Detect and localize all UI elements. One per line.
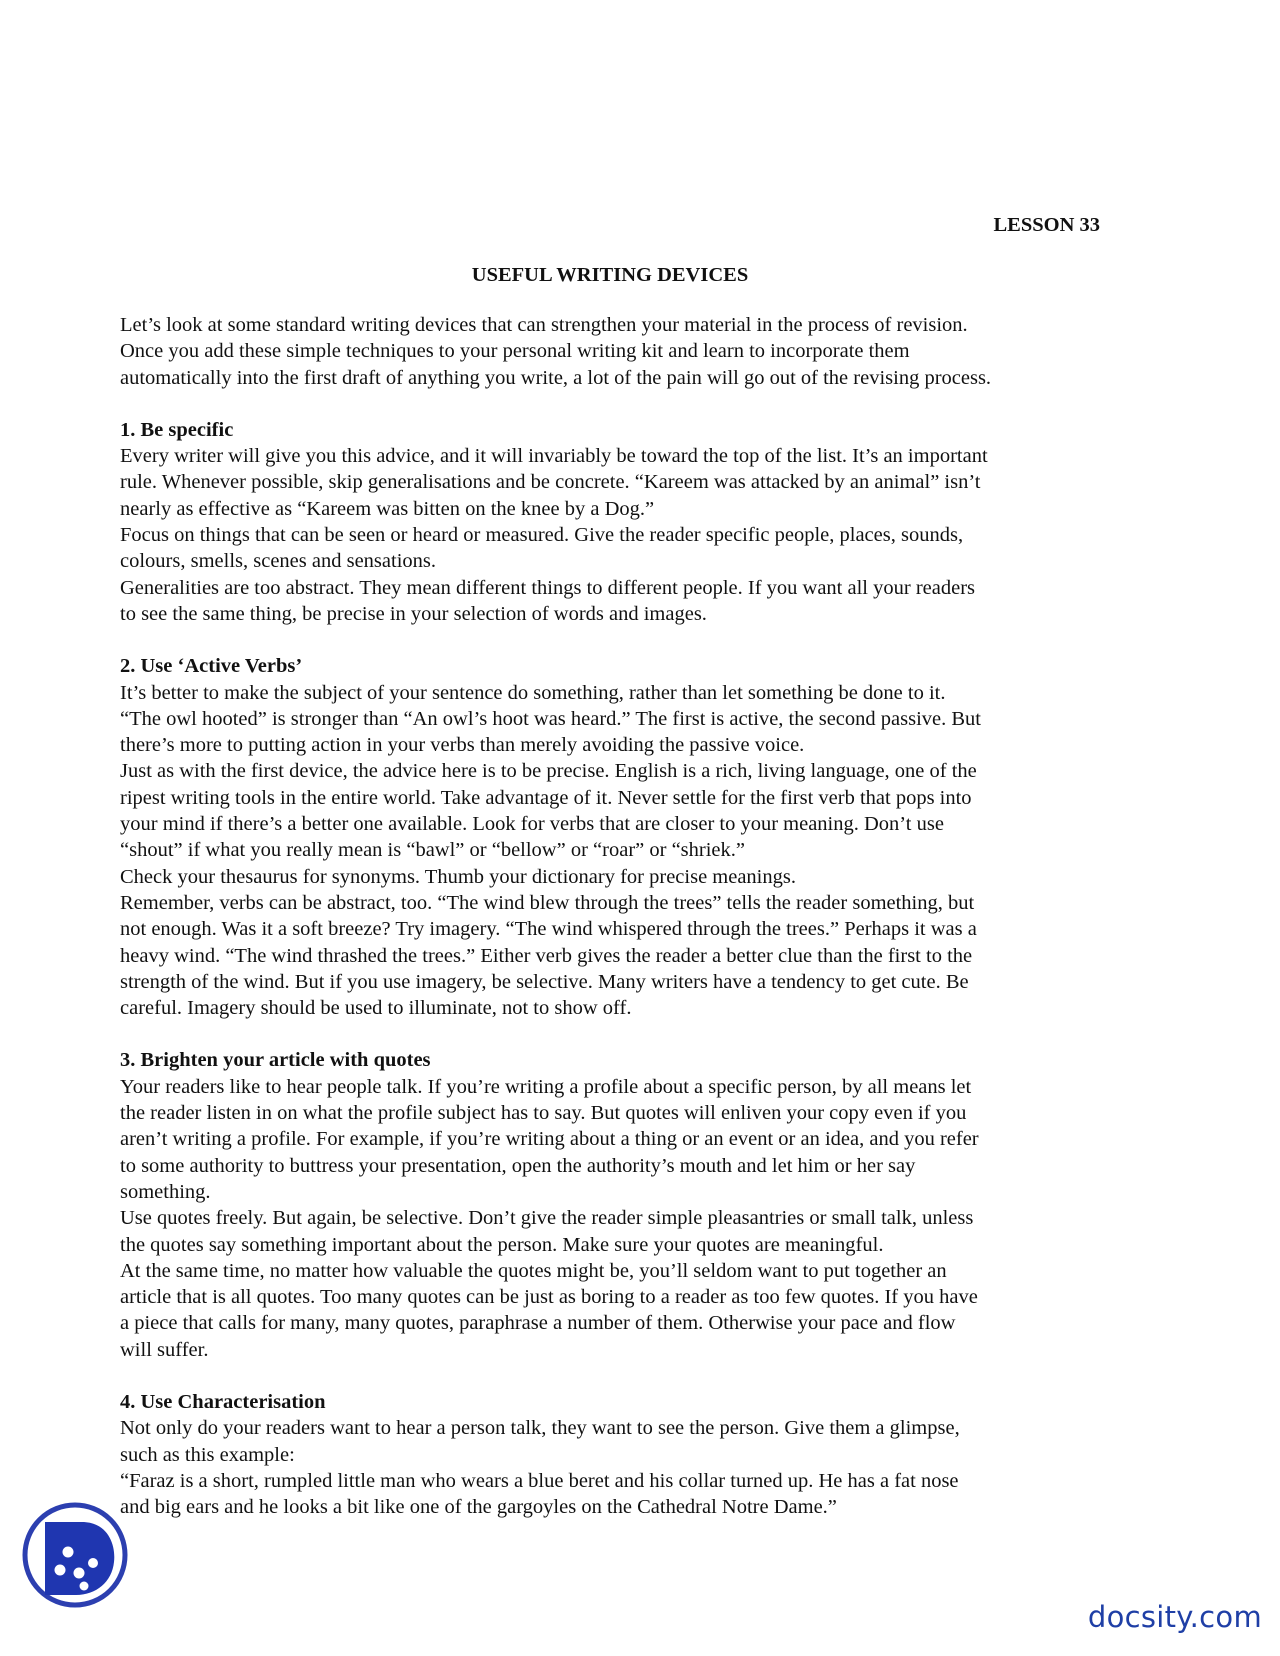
docsity-logo-graphic [20, 1500, 130, 1610]
text-line: article that is all quotes. Too many quotes can be just as boring to a reader as too few quotes. If you have [120, 1286, 978, 1309]
text-line: It’s better to make the subject of your sentence do something, rather than let something be done to it. [120, 681, 946, 704]
text-line: rule. Whenever possible, skip generalisations and be concrete. “Kareem was attacked by an animal” isn’t [120, 471, 981, 494]
section-heading: 2. Use ‘Active Verbs’ [120, 655, 303, 678]
section-body [120, 1074, 1110, 1363]
text-line: your mind if there’s a better one available. Look for verbs that are closer to your meaning. Don’t use [120, 813, 944, 836]
text-line: Use quotes freely. But again, be selective. Don’t give the reader simple pleasantries or small talk, unless [120, 1207, 974, 1230]
text-line: the quotes say something important about the person. Make sure your quotes are meaningful. [120, 1233, 884, 1256]
section-heading: 4. Use Characterisation [120, 1390, 326, 1413]
section-body [120, 443, 1110, 627]
text-line: strength of the wind. But if you use imagery, be selective. Many writers have a tendency to get cute. Be [120, 970, 969, 993]
text-line: aren’t writing a profile. For example, if you’re writing about a thing or an event or an idea, and you refer [120, 1128, 979, 1151]
text-line: and big ears and he looks a bit like one of the gargoyles on the Cathedral Notre Dame.” [120, 1496, 837, 1519]
section-characterisation [120, 1389, 1110, 1520]
text-line: automatically into the first draft of anything you write, a lot of the pain will go out of the revising process. [120, 366, 992, 389]
text-line: there’s more to putting action in your verbs than merely avoiding the passive voice. [120, 734, 805, 757]
text-line: to see the same thing, be precise in your selection of words and images. [120, 602, 707, 625]
section-body [120, 680, 1110, 1022]
text-line: Not only do your readers want to hear a person talk, they want to see the person. Give them a glimpse, [120, 1417, 960, 1440]
text-line: not enough. Was it a soft breeze? Try imagery. “The wind whispered through the trees.” Perhaps it was a [120, 918, 977, 941]
text-line: something. [120, 1180, 211, 1203]
section-quotes [120, 1047, 1110, 1363]
text-line: “Faraz is a short, rumpled little man who wears a blue beret and his collar turned up. He has a fat nose [120, 1469, 959, 1492]
text-line: careful. Imagery should be used to illuminate, not to show off. [120, 997, 632, 1020]
text-line: to some authority to buttress your presentation, open the authority’s mouth and let him or her say [120, 1154, 916, 1177]
text-line: a piece that calls for many, many quotes, paraphrase a number of them. Otherwise your pace and flow [120, 1312, 956, 1335]
text-line: the reader listen in on what the profile subject has to say. But quotes will enliven your copy even if you [120, 1102, 967, 1125]
text-line: will suffer. [120, 1338, 209, 1361]
text-line: “shout” if what you really mean is “bawl” or “bellow” or “roar” or “shriek.” [120, 839, 745, 862]
text-line: nearly as effective as “Kareem was bitten on the knee by a Dog.” [120, 497, 655, 520]
text-line: Focus on things that can be seen or heard or measured. Give the reader specific people, places, sounds, [120, 524, 964, 547]
text-line: Remember, verbs can be abstract, too. “The wind blew through the trees” tells the reader something, but [120, 891, 975, 914]
lesson-number: LESSON 33 [993, 214, 1100, 236]
text-line: such as this example: [120, 1443, 295, 1466]
section-be-specific [120, 417, 1110, 627]
text-line: Just as with the first device, the advice here is to be precise. English is a rich, living language, one of the [120, 760, 977, 783]
text-line: Check your thesaurus for synonyms. Thumb your dictionary for precise meanings. [120, 865, 796, 888]
document-title: USEFUL WRITING DEVICES [471, 264, 749, 286]
text-line: heavy wind. “The wind thrashed the trees.” Either verb gives the reader a better clue than the first to the [120, 944, 973, 967]
docsity-logo-icon[interactable] [20, 1500, 130, 1610]
section-heading: 3. Brighten your article with quotes [120, 1049, 431, 1072]
text-line: “The owl hooted” is stronger than “An owl’s hoot was heard.” The first is active, the second passive. But [120, 707, 981, 730]
text-line: colours, smells, scenes and sensations. [120, 550, 436, 573]
text-line: ripest writing tools in the entire world. Take advantage of it. Never settle for the first verb that pops into [120, 786, 972, 809]
docsity-brand-link[interactable]: docsity.com [1087, 1600, 1262, 1634]
text-line: Every writer will give you this advice, and it will invariably be toward the top of the list. It’s an important [120, 445, 988, 468]
text-line: Let’s look at some standard writing devices that can strengthen your material in the process of revision. [120, 314, 968, 336]
text-line: Generalities are too abstract. They mean different things to different people. If you want all your readers [120, 576, 975, 599]
text-line: Once you add these simple techniques to your personal writing kit and learn to incorporate them [120, 340, 910, 363]
section-heading: 1. Be specific [120, 418, 234, 441]
text-line: At the same time, no matter how valuable the quotes might be, you’ll seldom want to put together an [120, 1259, 947, 1282]
section-active-verbs [120, 653, 1110, 1021]
text-line: Your readers like to hear people talk. If you’re writing a profile about a specific person, by all means let [120, 1075, 972, 1098]
intro-paragraph [120, 312, 1110, 391]
document-page [120, 200, 1110, 1520]
section-body [120, 1415, 1110, 1520]
